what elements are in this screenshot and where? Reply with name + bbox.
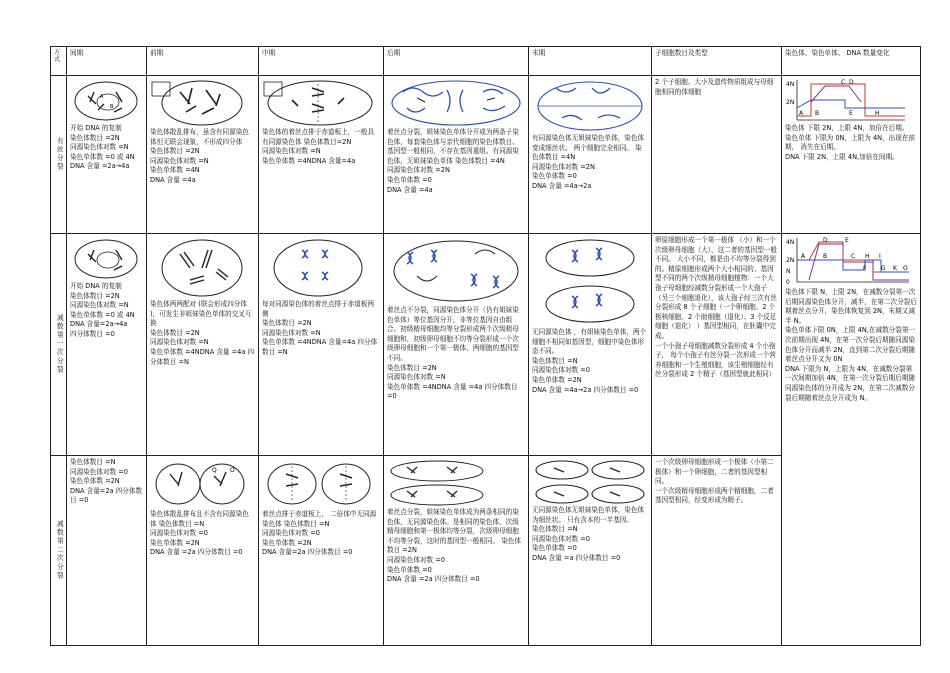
- cell-trend: 4N 2N N 0 A B C D E F G H I K O 染色体下限 N，上限 2N，在减数分裂第一次后期同源染色体分开，减半，在第二次分裂后期着丝点分开，染色体恢复到 2N，末期又减半 N。 染色单体下限 0N，上限 4N,在减数分裂第一次前期出现 4N，在第一次分裂后期随同源染色体分开而减半 2N，直到第二次分裂后期随着丝点分开又为 0N DNA 下限为 N，上限为 4N，在减数分裂第一次间期加倍 4N，在第一次分裂后期后期随同源染色体的分开成为 2N，在第二次减数分裂后期随着丝点分开成为 N。: [782, 234, 921, 646]
- cell-interphase: 染色体数目 =N 同源染色体对数 =0 染色单体数 =2N DNA 含量=2a 四分体数目 =0: [67, 456, 147, 646]
- cell-anaphase: 着丝点不分裂，同源染色体分开（仍有姐妹染色单体）等位基因分开，非等位基因自由组合。初级精母细胞均等分裂形成两个次级精母细胞和，初级卵母细胞不均等分裂形成一个次级卵母细胞和一个第一极体，两细胞的基因型不同。 染色体数目 =2N 同源染色体对数 =N 染色单体数 =4NDNA 含量 =4a 四分体数目 =0: [384, 234, 529, 456]
- y-tick-n: N: [786, 268, 791, 275]
- y-tick-4n: 4N: [786, 81, 795, 88]
- cell-diagram: [262, 236, 372, 300]
- point-label-o: O: [903, 265, 908, 272]
- diagram-label-o: O: [230, 467, 235, 474]
- cell-daughter: 2 个子细胞、大小及遗传物质组成与母细胞相同的体细胞: [652, 76, 782, 234]
- row-name: 有丝分裂: [51, 76, 67, 234]
- header-interphase: 间期: [67, 47, 147, 76]
- cell-anaphase: 着丝点分裂，姐妹染色单体成为两条相同的染色体，无同源染色体。是相同的染色体，次级精母细胞和第一极体均等分裂，次级卵母细胞不均等分裂，这时的基因型一般相同。 染色体数目 =2N 同源染色体对数 =0 染色单体数 =0 DNA 含量 =2a 四分体数目 =0: [384, 456, 529, 646]
- point-label-b: B: [815, 110, 820, 117]
- cell-daughter: 一个次级卵母细胞形成一个极体（小第二极体）和一个卵细胞，二者的基因型相同。 一个次级精母细胞形成两个精细胞，二者基因型相同，经变形成为精子。: [652, 456, 782, 646]
- cell-diagram: [532, 78, 648, 134]
- cell-diagram: [387, 236, 525, 306]
- diagram-label-q: Q: [212, 467, 217, 474]
- header-trend: 染色体、染色单体、 DNA 数量变化: [782, 47, 921, 76]
- svg-text:B: B: [110, 104, 114, 110]
- header-row: [51, 47, 921, 76]
- cell-daughter: 卵原细胞形成一个第一极体 （小）和一个次级卵母细胞（大），这二者的基因型一般不同。 大小不同，都是由不均等分裂得到的。精原细胞形成两个大小相同的、基因型不同的两个次级精母细胞植物：一个大孢子母细胞经减数分裂形成一个大孢子（另三个细胞退化），该大孢子经三次有丝分裂形成 8 个子细胞（一个卵细胞、2 个极核细胞、2 个助细胞（退化）、3 个反足细胞（退化） ）基因型相同，在胚囊中完成。 一个小孢子母细胞减数分裂形成 4 个小孢子， 每个小孢子有丝分裂一次形成一个营养细胞和一个生殖细胞，该生殖细胞经有丝分裂形成 2 个精子（基因型就此相同）: [652, 234, 782, 456]
- cell-interphase: A B 开始 DNA 的复制 染色体数目 =2N 同源染色体对数 =N 染色单体数 =0 或 4N DNA 含量 =2a→4a: [67, 76, 147, 234]
- cell-interphase: 开始 DNA 的复制 染色体数目 =2N 同源染色体对数 =N 染色单体数 =0 或 4N DNA 含量=2a→4a 四分体数目 =0: [67, 234, 147, 456]
- y-tick-4n: 4N: [786, 239, 795, 246]
- cell-telophase: 有同源染色体无姐妹染色单体，染色体变成细丝状。 两个细胞完全相同。 染色体数目 =4N 同源染色体对数 =2N 染色单体数 =0 DNA 含量 =4a→2a: [529, 76, 652, 234]
- cell-metaphase: 染色体的着丝点排于赤道板上，一般具有同源染色体 染色体数目=2N 同源染色体对数 =N 染色单体数 =4NDNA 含量=4a: [259, 76, 384, 234]
- y-tick-2n: 2N: [786, 257, 795, 264]
- y-tick-0: 0: [786, 279, 790, 286]
- cell-diagram: [532, 236, 648, 328]
- point-label-g: G: [881, 265, 886, 272]
- point-label-c: C: [841, 79, 846, 86]
- svg-text:A: A: [100, 94, 104, 100]
- cell-diagram: [262, 78, 377, 128]
- point-label-i: I: [879, 253, 881, 260]
- cell-diagram: [70, 236, 142, 282]
- point-label-a: A: [799, 110, 804, 117]
- cell-metaphase: 每对同源染色体的着丝点排于赤道板两侧 染色体数目 =2N 同源染色体对数 =N 染色单体数 =4NDNA 含量=4a 四分体数目 =N: [259, 234, 384, 456]
- point-label-c: C: [851, 253, 856, 260]
- cell-trend: 4N 2N A B C D E H 染色体 下限 2N，上限 4N，加倍在后期。 染色单体 下限为 0N，上限为 4N，出现在前期， 消失在后期。 DNA 下限 2N，上限 4N,加倍在间期。: [782, 76, 921, 234]
- cell-diagram: [150, 236, 250, 300]
- mitosis-trend-chart: [785, 78, 915, 124]
- cell-telophase: 无同源染色体 ，有姐妹染色单体，两个细胞不相同如基因型，细胞中染色体形态不同。 染色体数目 =N 同源染色体对数 =0 染色单体数 =2N DNA 含量 =4a→2a 四分体数目 =0: [529, 234, 652, 456]
- row-name: 减数第二次分裂: [51, 456, 67, 646]
- point-label-e: E: [845, 237, 849, 244]
- row-mitosis: [51, 76, 921, 234]
- cell-diagram: [70, 78, 142, 124]
- cell-prophase: 染色体散乱排布，虽含有同源染色体但无联会现象，不形成四分体 染色体数目 =2N 同源染色体对数 =N 染色单体数 =4N DNA 含量 =4a: [147, 76, 259, 234]
- header-metaphase: 中期: [259, 47, 384, 76]
- point-label-d: D: [849, 79, 854, 86]
- header-daughter: 子细胞数目及类型: [652, 47, 782, 76]
- meiosis-mitosis-table: [50, 46, 921, 646]
- cell-diagram: [150, 458, 250, 510]
- row-name: 减数第一次分裂: [51, 234, 67, 456]
- y-tick-2n: 2N: [786, 99, 795, 106]
- meiosis-trend-chart: [785, 236, 915, 288]
- header-telophase: 末期: [529, 47, 652, 76]
- cell-diagram: [387, 78, 525, 128]
- header-anaphase: 后期: [384, 47, 529, 76]
- point-label-h: H: [875, 110, 880, 117]
- cell-telophase: 无同源染色体无姐妹染色单体，染色体为细丝状。 只有含本的一半基因。 染色体数目 =N 同源染色体对数 =0 染色单体数 =0 DNA 含量 =a 四分体数目 =0: [529, 456, 652, 646]
- cell-diagram: [532, 458, 648, 506]
- row-meiosis-1: [51, 234, 921, 456]
- point-label-a: A: [801, 253, 806, 260]
- point-label-b: B: [823, 253, 828, 260]
- point-label-k: K: [893, 265, 897, 272]
- cell-prophase: 染色体两两配对 (联会形成四分体 )，可发生非姐妹染色单体的交叉互换 染色体数目 =2N 同源染色体对数 =N 染色单体数 =4NDNA 含量 =4a 四分体数目 =N: [147, 234, 259, 456]
- point-label-e: E: [849, 110, 853, 117]
- cell-anaphase: 着丝点分裂，姐妹染色单体分开成为两条子染色体，每套染色体与亲代细胞的染色体数目、基因型一般相同，不存在基因重组。有同源染色体，无姐妹染色单体 染色体数目 =4N 同源染色体对数 =2N 染色单体数 =0 DNA 含量 =4a: [384, 76, 529, 234]
- point-label-h: H: [865, 253, 870, 260]
- cell-prophase: Q O 染色体散乱排布且不含有同源染色体 染色体数目 =N 同源染色体对数 =0 染色单体数 =2N DNA 含量 =2a 四分体数目 =0: [147, 456, 259, 646]
- cell-diagram: [150, 78, 250, 128]
- cell-metaphase: 着丝点排于赤道板上， 二倍体中无同源染色体 染色体数目 =N 同源染色体对数 =0 染色单体数 =2N DNA 含量=2a 四分体数目 =0: [259, 456, 384, 646]
- header-phase: 方式: [51, 47, 67, 76]
- header-prophase: 前期: [147, 47, 259, 76]
- point-label-f: F: [863, 265, 867, 272]
- cell-diagram: [262, 458, 377, 510]
- cell-diagram: [387, 458, 487, 508]
- point-label-d: D: [823, 237, 828, 244]
